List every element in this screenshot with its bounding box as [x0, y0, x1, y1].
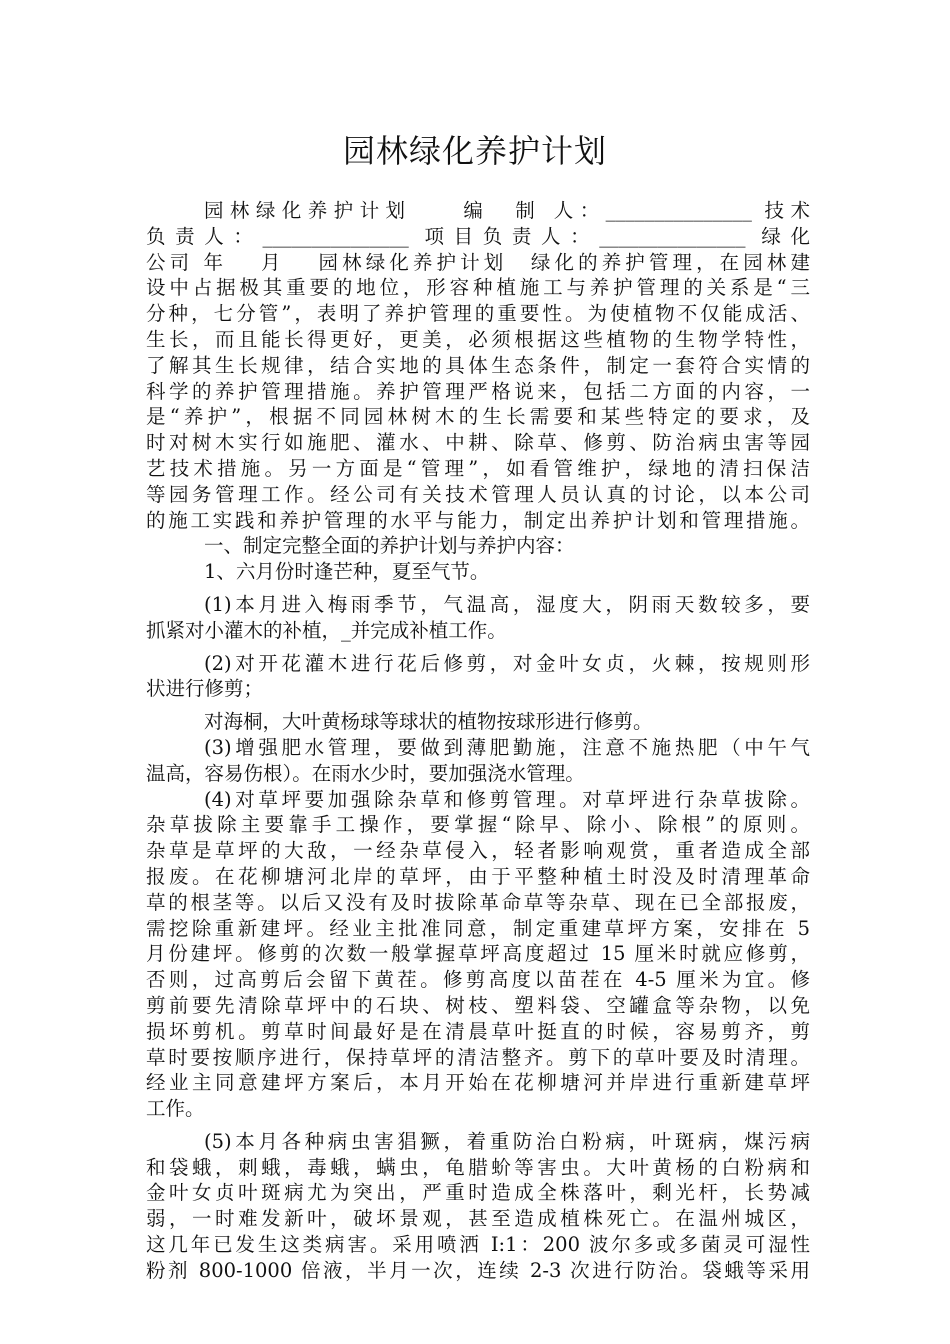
- text-line: 这几年已发生这类病害。采用喷洒 I:1：200 波尔多或多菌灵可湿性: [146, 1233, 810, 1257]
- text-line: (1)本月进入梅雨季节，气温高，湿度大，阴雨天数较多，要: [204, 592, 810, 616]
- text-line: 了解其生长规律，结合实地的具体生态条件，制定一套符合实情的: [146, 353, 810, 377]
- text-line: 损坏剪机。剪草时间最好是在清晨草叶挺直的时候，容易剪齐，剪: [146, 1019, 810, 1043]
- text-line: 一、制定完整全面的养护计划与养护内容：: [204, 534, 575, 558]
- text-line: 杂草是草坪的大敌，一经杂草侵入，轻者影响观赏，重者造成全部: [146, 839, 810, 863]
- paragraph-gap: [146, 702, 810, 709]
- text-line: 需挖除重新建坪。经业主批准同意，制定重建草坪方案，安排在 5: [146, 916, 810, 940]
- text-line: 艺技术措施。另一方面是“管理”，如看管维护，绿地的清扫保洁: [146, 456, 810, 480]
- text-line: 时对树木实行如施肥、灌水、中耕、除草、修剪、防治病虫害等园: [146, 431, 810, 455]
- text-line: 报废。在花柳塘河北岸的草坪，由于平整种植土时没及时清理革命: [146, 864, 810, 888]
- document-title: 园林绿化养护计划: [342, 132, 607, 170]
- text-line: (2)对开花灌木进行花后修剪，对金叶女贞，火棘，按规则形: [204, 651, 810, 675]
- text-line: 否则，过高剪后会留下黄茬。修剪高度以苗茬在 4-5 厘米为宜。修: [146, 968, 810, 992]
- text-line: 剪前要先清除草坪中的石块、树枝、塑料袋、空罐盒等杂物，以免: [146, 993, 810, 1017]
- text-line: 草时要按顺序进行，保持草坪的清洁整齐。剪下的草叶要及时清理。: [146, 1045, 810, 1069]
- text-line: 的施工实践和养护管理的水平与能力，制定出养护计划和管理措施。: [146, 508, 810, 532]
- text-line: 弱，一时难发新叶，破坏景观，甚至造成植株死亡。在温州城区，: [146, 1207, 810, 1231]
- paragraph-gap: [146, 585, 810, 592]
- text-line: 园林绿化养护计划 编 制 人：_______________ 技术: [204, 199, 810, 222]
- text-line: 月份建坪。修剪的次数一般掌握草坪高度超过 15 厘米时就应修剪，: [146, 942, 810, 966]
- text-line: 抓紧对小灌木的补植，_并完成补植工作。: [146, 618, 507, 642]
- text-line: 经业主同意建坪方案后，本月开始在花柳塘河并岸进行重新建草坪: [146, 1071, 810, 1095]
- text-line: 杂草拔除主要靠手工操作，要掌握“除早、除小、除根”的原则。: [146, 813, 810, 837]
- text-line: 设中占据极其重要的地位，形容种植施工与养护管理的关系是“三: [146, 276, 810, 300]
- text-line: 是“养护”，根据不同园林树木的生长需要和某些特定的要求，及: [146, 405, 810, 429]
- paragraph-gap: [146, 644, 810, 651]
- text-line: 状进行修剪；: [146, 677, 264, 701]
- paragraph-gap: [146, 1122, 810, 1129]
- text-line: 工作。: [146, 1097, 205, 1121]
- text-line: 负责人：_______________ 项目负责人：_______________ 绿化: [146, 224, 810, 248]
- text-line: 和袋蛾，刺蛾，毒蛾，螨虫，龟腊蚧等害虫。大叶黄杨的白粉病和: [146, 1155, 810, 1179]
- text-line: (4)对草坪要加强除杂草和修剪管理。对草坪进行杂草拔除。: [204, 787, 810, 811]
- text-line: 金叶女贞叶斑病尤为突出，严重时造成全株落叶，剩光杆，长势减: [146, 1181, 810, 1205]
- text-line: 对海桐，大叶黄杨球等球状的植物按球形进行修剪。: [204, 710, 653, 734]
- text-line: 公司 年 月 园林绿化养护计划 绿化的养护管理，在园林建: [146, 250, 810, 274]
- text-line: 温高，容易伤根）。在雨水少时，要加强浇水管理。: [146, 761, 585, 785]
- text-line: 科学的养护管理措施。养护管理严格说来，包括二方面的内容，一: [146, 379, 810, 403]
- text-line: 1、六月份时逢芒种，夏至气节。: [204, 560, 490, 584]
- text-line: (5)本月各种病虫害猖獗，着重防治白粉病，叶斑病，煤污病: [204, 1129, 810, 1153]
- text-line: 等园务管理工作。经公司有关技术管理人员认真的讨论，以本公司: [146, 482, 810, 506]
- document-body: [146, 198, 810, 1284]
- text-line: 分种，七分管”，表明了养护管理的重要性。为使植物不仅能成活、: [146, 302, 810, 326]
- text-line: 生长，而且能长得更好，更美，必须根据这些植物的生物学特性，: [146, 327, 810, 351]
- text-line: 粉剂 800-1000 倍液，半月一次，连续 2-3 次进行防治。袋蛾等采用: [146, 1258, 810, 1282]
- text-line: (3)增强肥水管理，要做到薄肥勤施，注意不施热肥（中午气: [204, 735, 810, 759]
- text-line: 草的根茎等。以后又没有及时拔除革命草等杂草、现在已全部报废，: [146, 890, 810, 914]
